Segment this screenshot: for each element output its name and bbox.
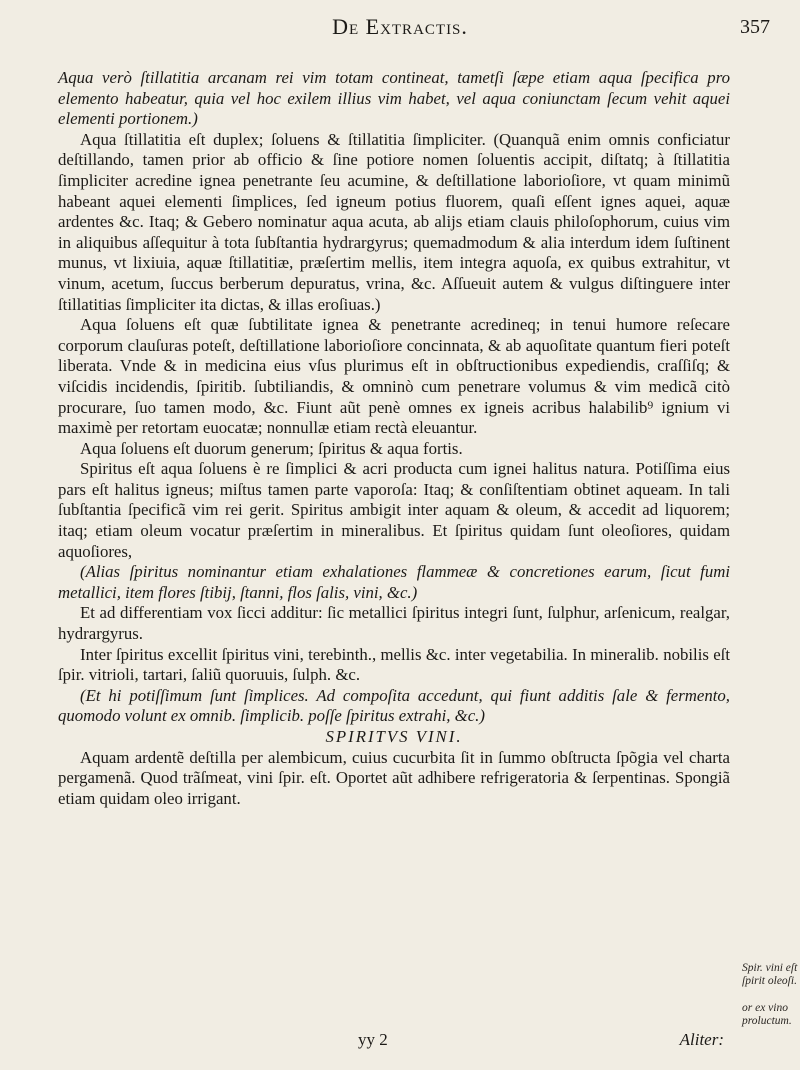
signature-mark: yy 2: [358, 1030, 388, 1049]
paragraph-4: Aqua ſoluens eſt duorum generum; ſpiritus & aqua fortis.: [80, 438, 463, 458]
margin-note-vino: or ex vino proluctum.: [742, 1002, 792, 1027]
paragraph-1: Aqua verò ſtillatitia arcanam rei vim totam contineat, tametſi ſæpe etiam aqua ſpecifica pro elemento habeatur, quia vel hoc exilem illius vim habet, vel aqua coniunctam ſecum vehit aquei elementi portionem.): [58, 68, 730, 129]
paragraph-11: Aquam ardentẽ deſtilla per alembicum, cuius cucurbita ſit in ſummo obſtructa ſpõgia vel charta pergamenã. Quod trãſmeat, vini ſpir. eſt. Oportet aũt adhibere refrigeratoria & ſerpentinas. Spongiã etiam quidam oleo irrigant.: [58, 747, 730, 808]
paragraph-6: (Alias ſpiritus nominantur etiam exhalationes flammeæ & concretiones earum, ſicut fumi metallici, item flores ſtibij, ſtanni, flos ſalis, vini, &c.): [58, 562, 730, 602]
section-heading: SPIRITVS VINI.: [325, 727, 463, 746]
footer-line: [58, 1030, 730, 1054]
paragraph-3: Aqua ſoluens eſt quæ ſubtilitate ignea & penetrante acredineq; in tenui humore reſecare corporum clauſuras poteſt, deſtillatione laborioſiore concinnata, & ab aquoſitate quantum fieri poteſt liberata. Vnde & in medicina eius vſus plurimus eſt in obſtructionibus expediendis, craſſiſq; & viſcidis incidendis, ſpiritib. ſubtiliandis, & omninò cum penetrare volumus & vim medicã citò procurare, ſuo tamen modo, &c. Fiunt aũt penè omnes ex igneis acribus halabilib⁹ ignium vi maximè per retortam euocatæ; nonnullæ etiam rectà eleuantur.: [58, 315, 730, 438]
paragraph-9: (Et hi potiſſimum ſunt ſimplices. Ad compoſita accedunt, qui fiunt additis ſale & fermento, quomodo volunt ex omnib. ſimplicib. poſſe ſpiritus extrahi, &c.): [58, 685, 730, 726]
paragraph-7: Et ad differentiam vox ſicci additur: ſic metallici ſpiritus integri ſunt, ſulphur, arſenicum, realgar, hydrargyrus.: [58, 603, 730, 644]
paragraph-8: Inter ſpiritus excellit ſpiritus vini, terebinth., mellis &c. inter vegetabilia. In mineralib. nobilis eſt ſpir. vitrioli, tartari, ſaliũ quoruuis, ſulph. &c.: [58, 644, 730, 685]
running-head: [0, 14, 800, 54]
running-title: De Extractis.: [332, 14, 468, 39]
paragraph-2: Aqua ſtillatitia eſt duplex; ſoluens & ſtillatitia ſimpliciter. (Quanquã enim omnis conficiatur deſtillando, tamen prior ab officio & ſine potiore nomen ſoluentis accipit, diſtatq; à ſtillatitia ſimpliciter acredine ignea penetrante ſeu acumine, & deſtillatione laborioſiore, vt quam minimũ habeant aquei elementi ſimplices, ſed igneum potius fluorem, quaſi eſſent ignes aquei, aquæ ardentes &c. Itaq; & Gebero nominatur aqua acuta, ab alijs etiam clauis philoſophorum, cuius vim in aliquibus aſſequitur à tota ſubſtantia hydrargyrus; quemadmodum & alia interdum idem ſuſtinent munus, vt lixiuia, aquæ ſtillatitiæ, præſertim mellis, item integra aquoſa, ex quibus extrahitur, vt vinum, acetum, ſuccus berberum depuratus, vrina, &c. Aſſueuit autem & vulgus diſtinguere inter ſtillatitias ſimpliciter ita dictas, & illas eroſiuas.): [58, 129, 730, 314]
page-number: 357: [740, 16, 770, 38]
paragraph-5: Spiritus eſt aqua ſoluens è re ſimplici & acri producta cum ignei halitus natura. Potiſſima eius pars eſt halitus igneus; miſtus tamen parte vaporoſa: Itaq; & conſiſtentiam obtinet aqueam. In tali ſubſtantia ſpecificã vim rei gerit. Spiritus ambigit inter aquam & oleum, & accedit ad liquorem; itaq; etiam oleum vocatur præſertim in mineralibus. Et ſpiritus quidam ſunt oleoſiores, quidam aquoſiores,: [58, 459, 730, 561]
catchword: Aliter:: [679, 1030, 724, 1049]
body-text: [58, 68, 730, 809]
margin-note-spirit: Spir. vini eſt ſpirit oleoſi.: [742, 962, 798, 987]
